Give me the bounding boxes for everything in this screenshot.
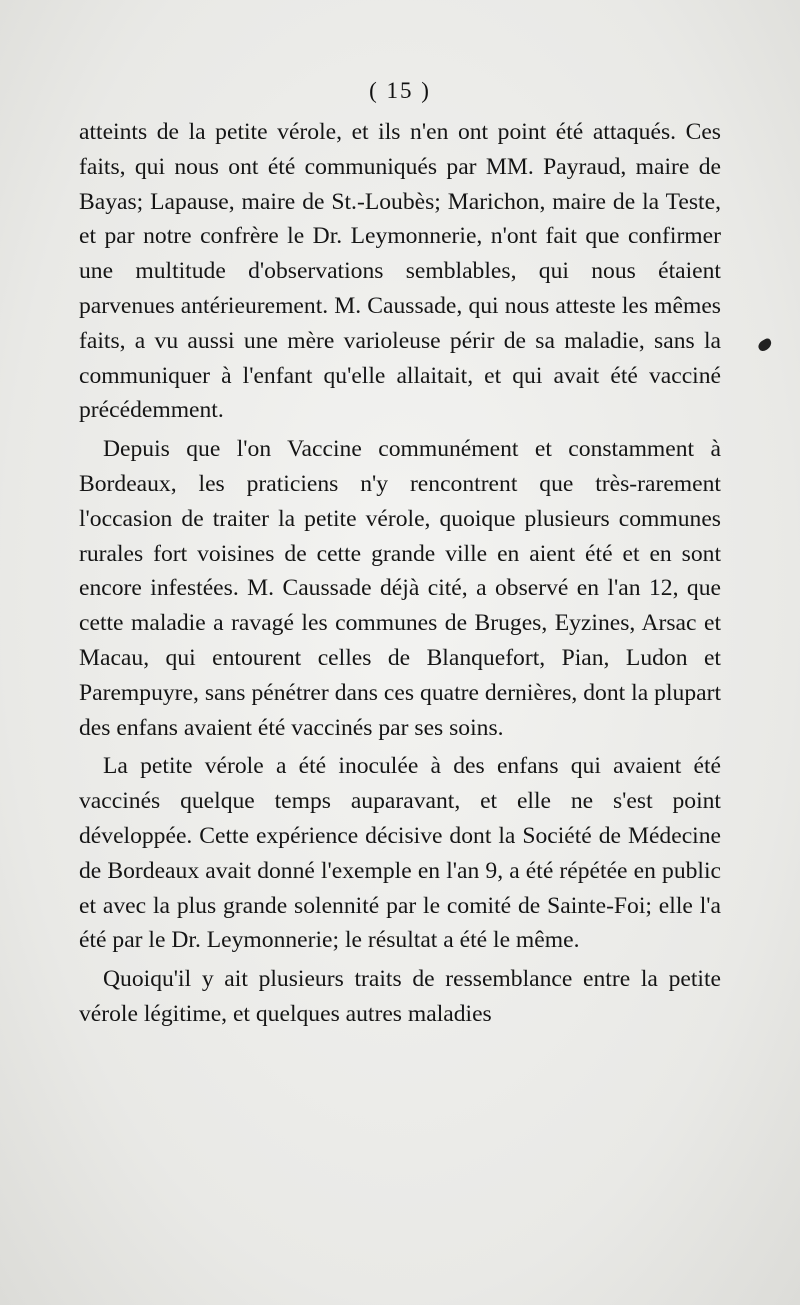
paragraph-2: Depuis que l'on Vaccine communément et constamment à Bordeaux, les praticiens n'y rencontrent que très-rarement l'occasion de traiter la petite vérole, quoique plusieurs communes rurales fort voisines de cette grande ville en aient été et en sont encore infestées. M. Caussade déjà cité, a observé en l'an 12, que cette maladie a ravagé les communes de Bruges, Eyzines, Arsac et Macau, qui entourent celles de Blanquefort, Pian, Ludon et Parempuyre, sans pénétrer dans ces quatre dernières, dont la plupart des enfans avaient été vaccinés par ses soins. — [79, 436, 721, 741]
page-number: ( 15 ) — [369, 78, 431, 103]
body-text — [79, 115, 721, 1032]
paragraph-1: atteints de la petite vérole, et ils n'en ont point été attaqués. Ces faits, qui nous ont été communiqués par MM. Payraud, maire de Bayas; Lapause, maire de St.-Loubès; Marichon, maire de la Teste, et par notre confrère le Dr. Leymonnerie, n'ont fait que confirmer une multitude d'observations semblables, qui nous étaient parvenues antérieurement. M. Caussade, qui nous atteste les mêmes faits, a vu aussi une mère varioleuse périr de sa maladie, sans la communiquer à l'enfant qu'elle allaitait, et qui avait été vacciné précédemment. — [79, 119, 721, 424]
paragraph-3: La petite vérole a été inoculée à des enfans qui avaient été vaccinés quelque temps auparavant, et elle ne s'est point développée. Cette expérience décisive dont la Société de Médecine de Bordeaux avait donné l'exemple en l'an 9, a été répétée en public et avec la plus grande solennité par le comité de Sainte-Foi; elle l'a été par le Dr. Leymonnerie; le résultat a été le même. — [79, 753, 721, 954]
ink-spot — [756, 337, 773, 353]
paragraph-4: Quoiqu'il y ait plusieurs traits de ressemblance entre la petite vérole légitime, et quelques autres maladies — [79, 966, 721, 1027]
